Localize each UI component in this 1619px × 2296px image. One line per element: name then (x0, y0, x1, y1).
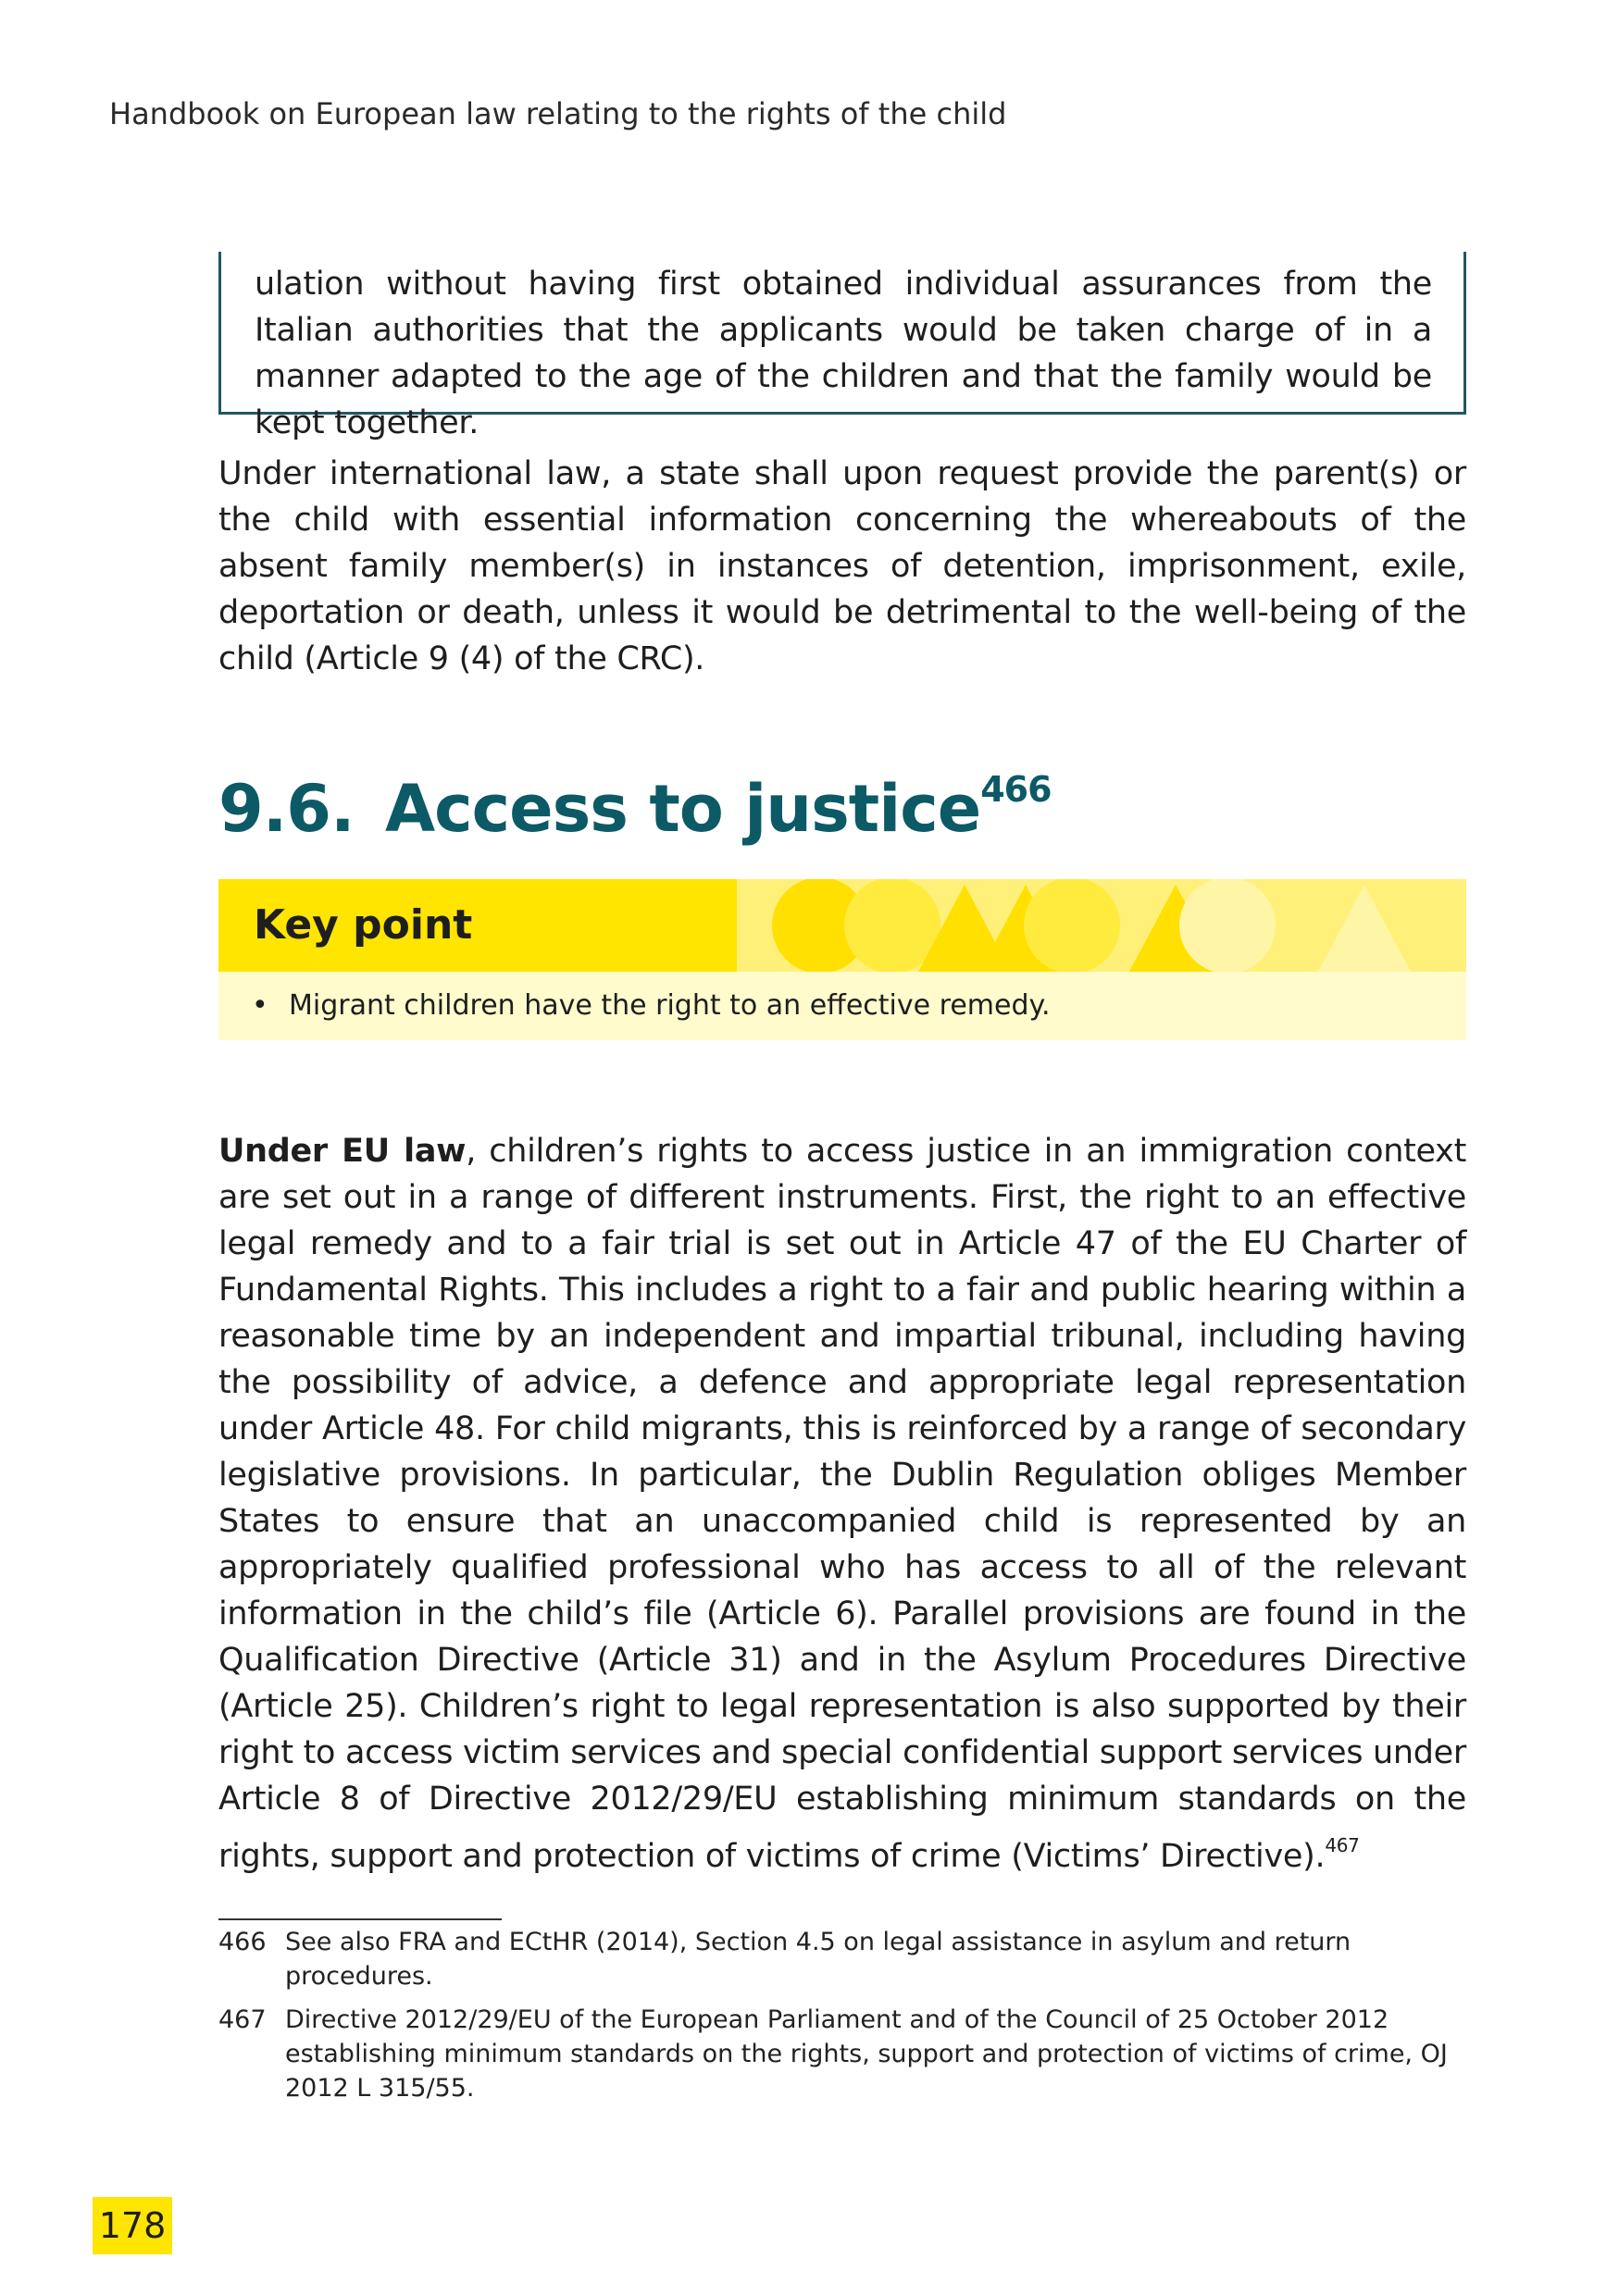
footnotes (218, 1925, 1466, 2115)
key-point-box (218, 879, 1466, 1040)
key-point-title: Key point (254, 901, 473, 949)
eu-law-text (218, 1128, 1466, 1880)
section-footnote-ref[interactable]: 466 (980, 769, 1052, 810)
footnote-number: 467 (218, 2005, 267, 2034)
international-law-text: Under international law, a state shall upon request provide the parent(s) or the child with essential information concerning the whereabouts of the absent family member(s) in instances of detention, imprisonment, exile, deportation or death, unless it would be detrimental to the well-being of the child (Article 9 (4) of the CRC). (218, 455, 1466, 677)
international-law-paragraph (218, 451, 1466, 682)
footnote-text: See also FRA and ECtHR (2014), Section 4.5 on legal assistance in asylum and return procedures. (285, 1928, 1351, 1991)
eu-law-footnote-ref[interactable]: 467 (1325, 1834, 1360, 1856)
decorative-shapes-pattern (737, 879, 1466, 972)
footnote-466 (218, 1925, 1466, 1993)
footnote-467 (218, 2003, 1466, 2105)
eu-law-paragraph (218, 1128, 1466, 1880)
footnote-number: 466 (218, 1928, 267, 1956)
eu-law-body: , children’s rights to access justice in an immigration context are set out in a range of different instruments. First, the right to an effective legal remedy and to a fair trial is set out in Article 47 of the EU Charter of Fundamental Rights. This includes a right to a fair and public hearing within a reasonable time by an independent and impartial tribunal, including having the possibility of advice, a defence and appropriate legal representation under Article 48. For child migrants, this is reinforced by a range of secondary legislative provisions. In particular, the Dublin Regulation obliges Member States to ensure that an unaccompanied child is represented by an appropriately qualified professional who has access to all of the relevant information in the child’s file (Article 6). Parallel provisions are found in the Qualification Directive (Article 31) and in the Asylum Procedures Directive (Article 25). Children’s right to legal representation is also supported by their right to access victim services and special confidential support services under Article 8 of Directive 2012/29/EU establishing minimum standards on the rights, support and protection of victims of crime (Victims’ Directive). (218, 1133, 1466, 1875)
footnote-text: Directive 2012/29/EU of the European Parliament and of the Council of 25 October 2012 establishing minimum standards on the rights, support and protection of victims of crime, OJ 2012 L 315/55. (285, 2005, 1448, 2103)
footnote-divider (218, 1918, 502, 1920)
running-title: Handbook on European law relating to the rights of the child (109, 96, 1007, 131)
key-point-list (218, 972, 1466, 1040)
page-number: 178 (93, 2197, 172, 2254)
bullet-icon: • (252, 989, 268, 1022)
key-point-item-text: Migrant children have the right to an effective remedy. (289, 989, 1051, 1022)
section-title: Access to justice (385, 771, 981, 847)
key-point-header (218, 879, 1466, 972)
section-number: 9.6. (218, 771, 355, 847)
section-heading (218, 748, 1052, 850)
case-box-text: ulation without having first obtained individual assurances from the Italian authorities that the applicants would be taken charge of in a manner adapted to the age of the children and that the family would be kept together. (255, 266, 1432, 441)
eu-law-lead: Under EU law (218, 1133, 467, 1170)
key-point-item (252, 986, 1051, 1026)
case-box (218, 252, 1466, 441)
